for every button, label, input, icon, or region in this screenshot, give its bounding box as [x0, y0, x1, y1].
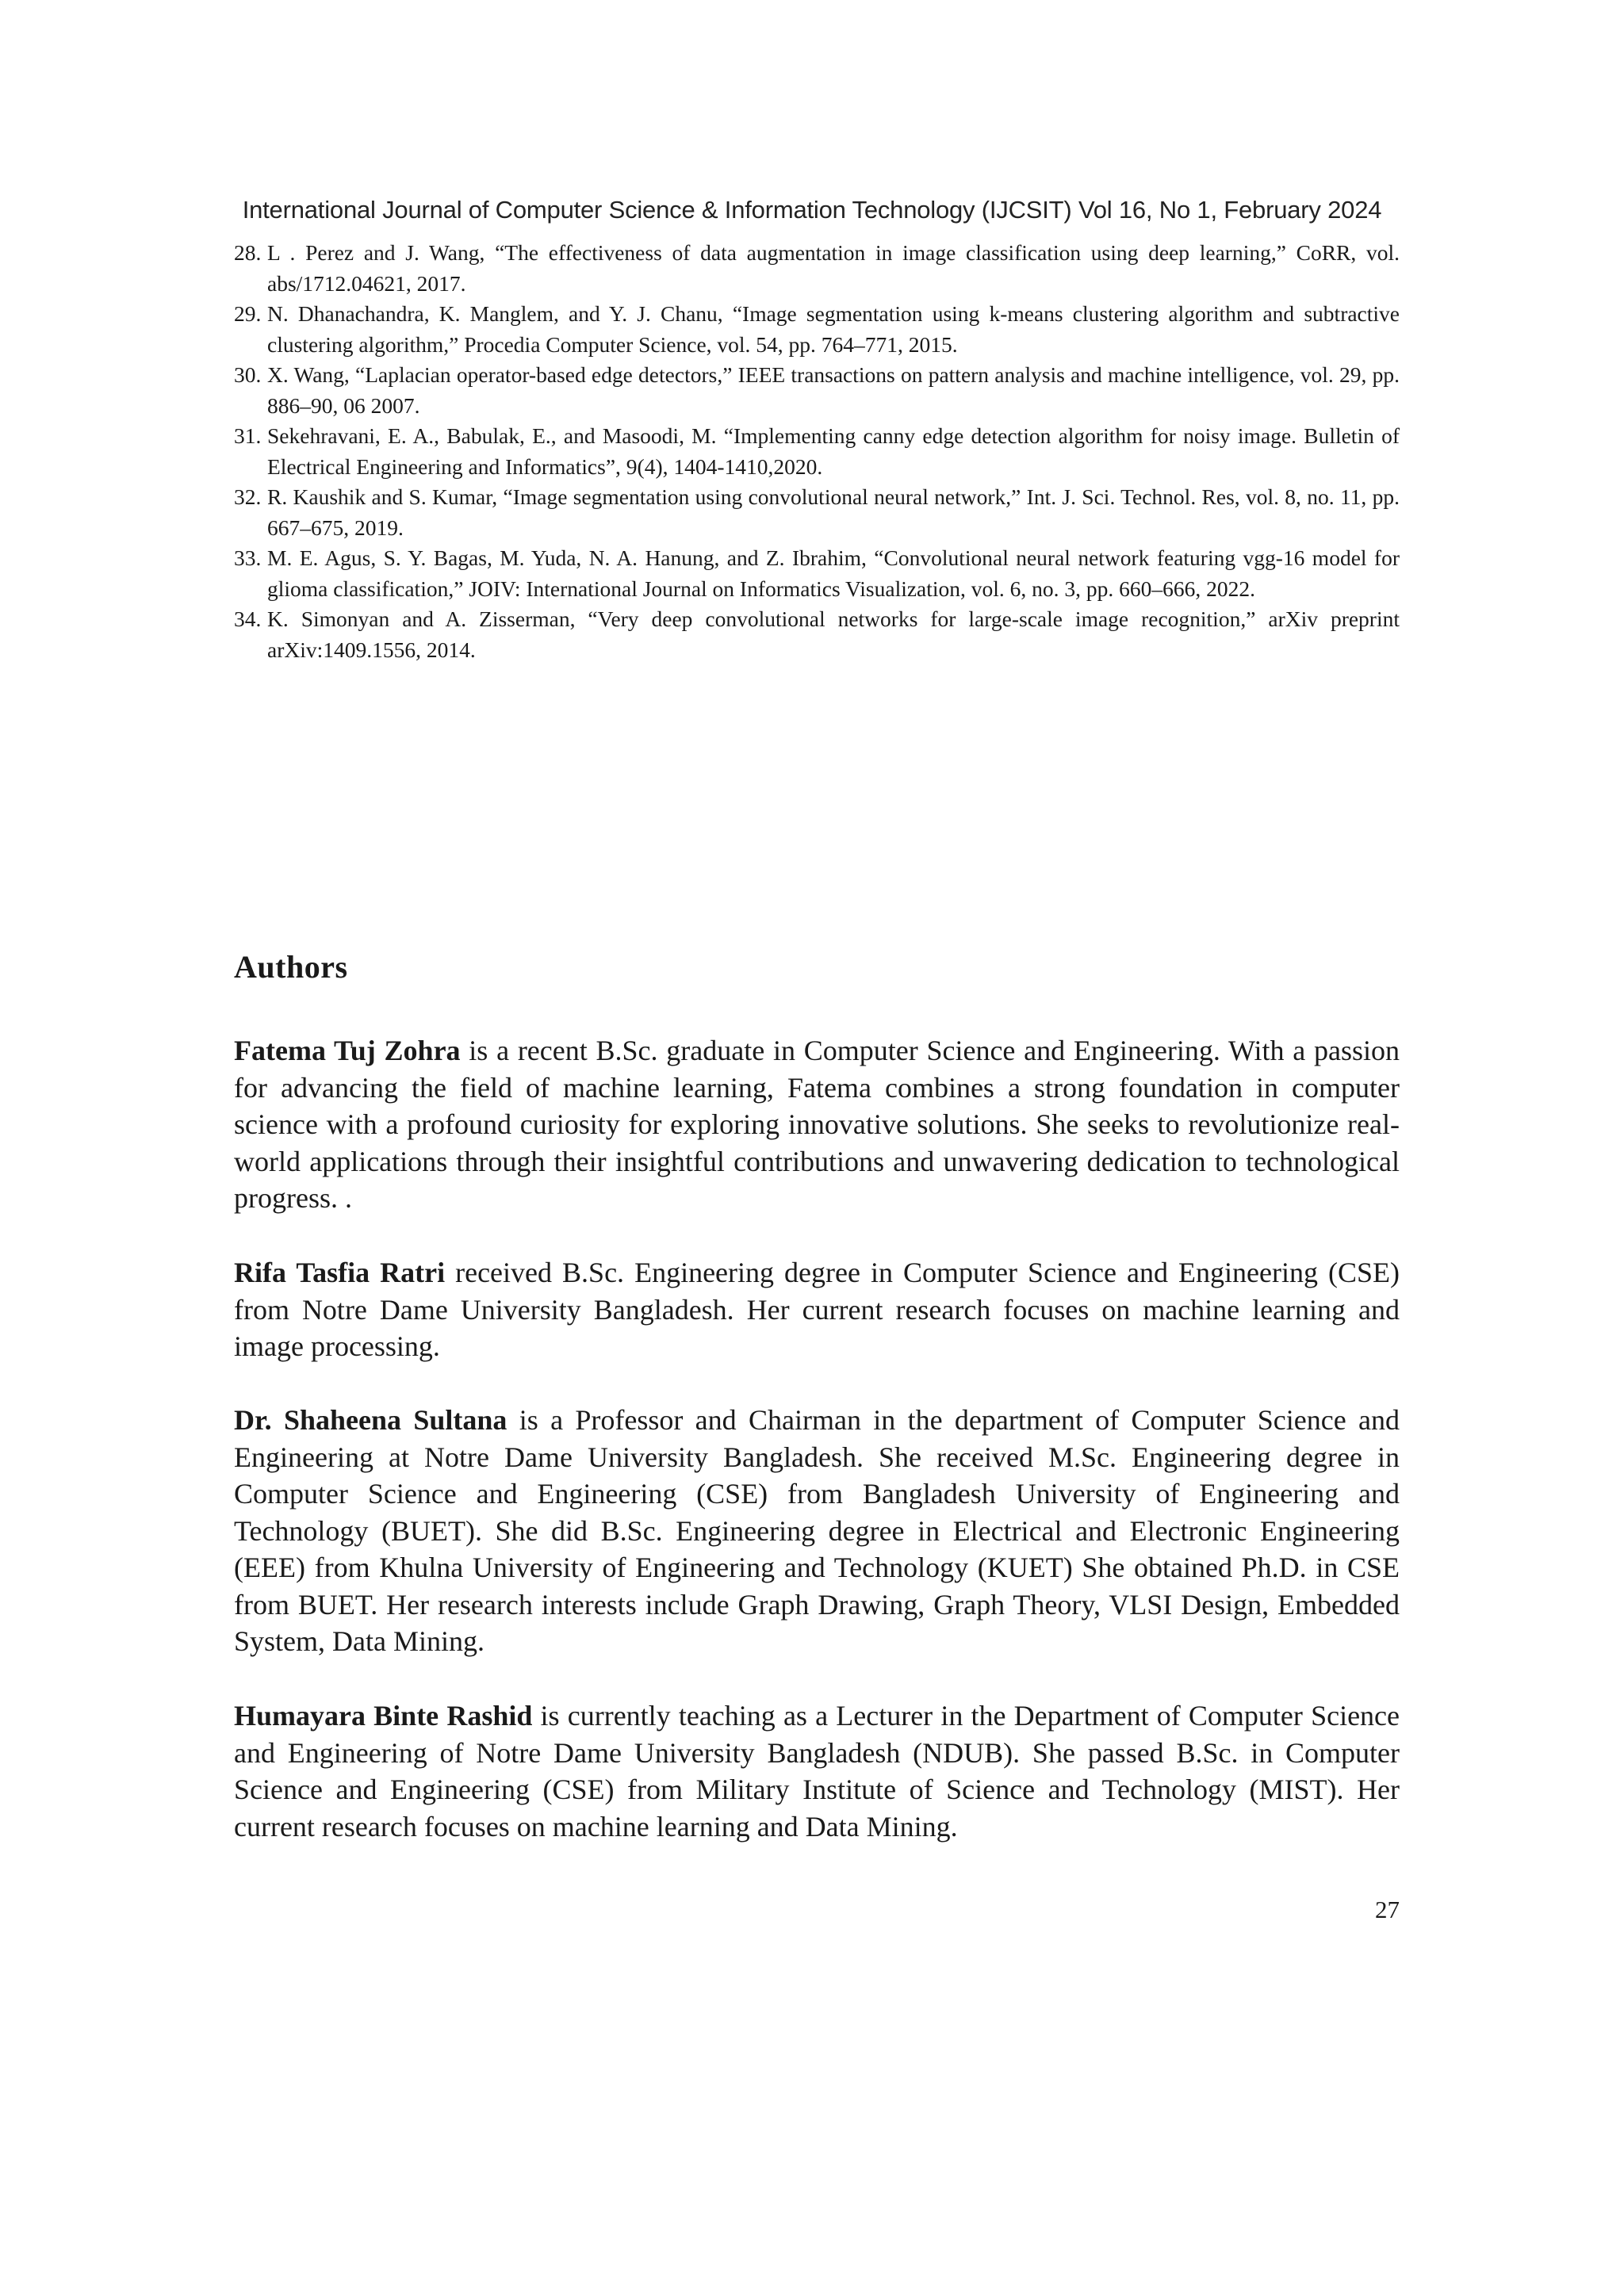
reference-item	[234, 543, 1400, 604]
reference-text: L . Perez and J. Wang, “The effectiveness of data augmentation in image classification using deep learning,” CoRR, vol. abs/1712.04621, 2017.	[267, 240, 1400, 296]
author-name: Fatema Tuj Zohra	[234, 1035, 461, 1066]
reference-text: N. Dhanachandra, K. Manglem, and Y. J. Chanu, “Image segmentation using k-means clustering algorithm and subtractive clustering algorithm,” Procedia Computer Science, vol. 54, pp. 764–771, 2015.	[267, 301, 1400, 357]
reference-text: K. Simonyan and A. Zisserman, “Very deep convolutional networks for large-scale image recognition,” arXiv preprint arXiv:1409.1556, 2014.	[267, 607, 1400, 662]
reference-item	[234, 238, 1400, 299]
reference-number: 29.	[234, 301, 262, 326]
author-bio	[234, 1402, 1400, 1660]
authors-heading: Authors	[234, 949, 348, 985]
journal-header: International Journal of Computer Science & Information Technology (IJCSIT) Vol 16, No 1, February 2024	[242, 196, 1382, 224]
reference-text: Sekehravani, E. A., Babulak, E., and Masoodi, M. “Implementing canny edge detection algorithm for noisy image. Bulletin of Electrical Engineering and Informatics”, 9(4), 1404-1410,2020.	[267, 423, 1400, 479]
author-bio-text: received B.Sc. Engineering degree in Computer Science and Engineering (CSE) from Notre Dame University Bangladesh. Her current research focuses on machine learning and image processing.	[234, 1257, 1400, 1362]
reference-number: 33.	[234, 545, 262, 570]
reference-text: X. Wang, “Laplacian operator-based edge detectors,” IEEE transactions on pattern analysis and machine intelligence, vol. 29, pp. 886–90, 06 2007.	[267, 362, 1400, 418]
author-bio-text: is a recent B.Sc. graduate in Computer Science and Engineering. With a passion for advancing the field of machine learning, Fatema combines a strong foundation in computer science with a profound curiosity for exploring innovative solutions. She seeks to revolutionize real-world applications through their insightful contributions and unwavering dedication to technological progress. .	[234, 1035, 1400, 1214]
reference-item	[234, 604, 1400, 665]
author-bio-text: is a Professor and Chairman in the department of Computer Science and Engineering at Notre Dame University Bangladesh. She received M.Sc. Engineering degree in Computer Science and Engineering (CSE) from Bangladesh University of Engineering and Technology (BUET). She did B.Sc. Engineering degree in Electrical and Electronic Engineering (EEE) from Khulna University of Engineering and Technology (KUET) She obtained Ph.D. in CSE from BUET. Her research interests include Graph Drawing, Graph Theory, VLSI Design, Embedded System, Data Mining.	[234, 1404, 1400, 1657]
reference-text: R. Kaushik and S. Kumar, “Image segmentation using convolutional neural network,” Int. J. Sci. Technol. Res, vol. 8, no. 11, pp. 667–675, 2019.	[267, 484, 1400, 540]
reference-number: 34.	[234, 607, 262, 631]
reference-item	[234, 299, 1400, 360]
reference-number: 28.	[234, 240, 262, 265]
author-bio-text: is currently teaching as a Lecturer in the Department of Computer Science and Engineering of Notre Dame University Bangladesh (NDUB). She passed B.Sc. in Computer Science and Engineering (CSE) from Military Institute of Science and Technology (MIST). Her current research focuses on machine learning and Data Mining.	[234, 1700, 1400, 1843]
author-name: Rifa Tasfia Ratri	[234, 1257, 446, 1288]
author-name: Dr. Shaheena Sultana	[234, 1404, 508, 1436]
author-bio	[234, 1254, 1400, 1365]
reference-item	[234, 421, 1400, 482]
reference-number: 30.	[234, 362, 262, 387]
author-name: Humayara Binte Rashid	[234, 1700, 533, 1732]
reference-list	[234, 238, 1400, 665]
reference-text: M. E. Agus, S. Y. Bagas, M. Yuda, N. A. Hanung, and Z. Ibrahim, “Convolutional neural network featuring vgg-16 model for glioma classification,” JOIV: International Journal on Informatics Visualization, vol. 6, no. 3, pp. 660–666, 2022.	[267, 545, 1400, 601]
reference-item	[234, 360, 1400, 421]
reference-item	[234, 482, 1400, 543]
reference-number: 31.	[234, 423, 262, 448]
reference-number: 32.	[234, 484, 262, 509]
author-bio	[234, 1032, 1400, 1217]
page-number: 27	[1375, 1896, 1400, 1923]
author-bio	[234, 1697, 1400, 1845]
